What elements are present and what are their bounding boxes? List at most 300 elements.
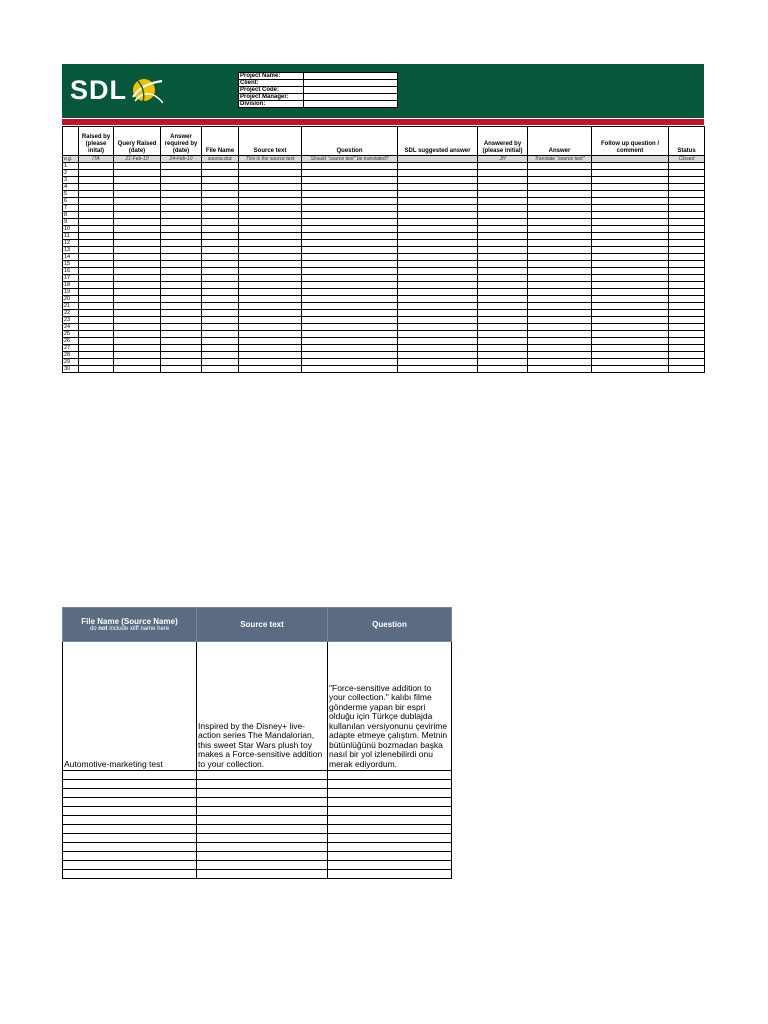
sheet-cell[interactable] [114, 366, 161, 373]
sheet-cell[interactable] [478, 247, 528, 254]
sheet-cell[interactable] [239, 240, 302, 247]
sheet-cell[interactable] [302, 247, 398, 254]
sheet-cell[interactable] [79, 198, 114, 205]
sheet-cell[interactable] [478, 177, 528, 184]
sheet-cell[interactable] [202, 366, 239, 373]
sheet-cell[interactable] [161, 352, 202, 359]
sheet-cell[interactable] [478, 275, 528, 282]
sheet-cell[interactable] [114, 240, 161, 247]
sheet-cell[interactable] [161, 163, 202, 170]
sheet-cell[interactable] [398, 317, 478, 324]
sheet-cell[interactable] [302, 184, 398, 191]
sheet-cell[interactable] [592, 191, 669, 198]
qa-blank-cell[interactable] [197, 789, 328, 798]
sheet-cell[interactable] [478, 296, 528, 303]
sheet-cell[interactable] [478, 198, 528, 205]
sheet-cell[interactable] [202, 338, 239, 345]
sheet-cell[interactable] [161, 184, 202, 191]
sheet-cell[interactable] [202, 191, 239, 198]
sheet-cell[interactable] [114, 261, 161, 268]
sheet-cell[interactable] [592, 359, 669, 366]
sheet-cell[interactable] [302, 345, 398, 352]
sheet-cell[interactable] [79, 247, 114, 254]
sheet-cell[interactable] [478, 359, 528, 366]
sheet-cell[interactable] [528, 275, 592, 282]
sheet-cell[interactable] [398, 212, 478, 219]
sheet-cell[interactable] [239, 352, 302, 359]
sheet-cell[interactable] [79, 338, 114, 345]
sheet-cell[interactable] [398, 275, 478, 282]
sheet-cell[interactable] [79, 296, 114, 303]
sheet-cell[interactable] [114, 296, 161, 303]
sheet-cell[interactable] [592, 198, 669, 205]
sheet-cell[interactable] [398, 359, 478, 366]
sheet-cell[interactable] [398, 184, 478, 191]
sheet-cell[interactable] [239, 184, 302, 191]
sheet-cell[interactable] [202, 359, 239, 366]
qa-blank-cell[interactable] [63, 816, 197, 825]
project-field-value[interactable] [304, 87, 398, 94]
sheet-cell[interactable] [161, 324, 202, 331]
sheet-cell[interactable] [302, 359, 398, 366]
sheet-cell[interactable] [79, 282, 114, 289]
sheet-cell[interactable] [239, 289, 302, 296]
sheet-cell[interactable] [114, 247, 161, 254]
sheet-cell[interactable] [302, 254, 398, 261]
sheet-cell[interactable] [202, 296, 239, 303]
sheet-cell[interactable] [114, 282, 161, 289]
qa-blank-cell[interactable] [197, 816, 328, 825]
sheet-cell[interactable] [114, 275, 161, 282]
sheet-cell[interactable] [478, 254, 528, 261]
sheet-cell[interactable] [478, 345, 528, 352]
sheet-cell[interactable] [528, 219, 592, 226]
sheet-cell[interactable] [398, 338, 478, 345]
sheet-cell[interactable] [592, 345, 669, 352]
sheet-cell[interactable] [302, 261, 398, 268]
sheet-cell[interactable] [398, 331, 478, 338]
sheet-cell[interactable] [398, 163, 478, 170]
sheet-cell[interactable] [592, 296, 669, 303]
sheet-cell[interactable] [161, 226, 202, 233]
sheet-cell[interactable] [79, 163, 114, 170]
sheet-cell[interactable] [669, 198, 705, 205]
sheet-cell[interactable] [239, 205, 302, 212]
sheet-cell[interactable] [528, 303, 592, 310]
sheet-cell[interactable] [398, 296, 478, 303]
sheet-cell[interactable] [528, 198, 592, 205]
sheet-cell[interactable] [478, 338, 528, 345]
sheet-cell[interactable] [161, 275, 202, 282]
sheet-cell[interactable] [528, 268, 592, 275]
sheet-cell[interactable] [669, 345, 705, 352]
sheet-cell[interactable] [202, 205, 239, 212]
qa-blank-cell[interactable] [197, 807, 328, 816]
qa-source-text-cell[interactable]: Inspired by the Disney+ live-action series The Mandalorian, this sweet Star Wars plush toy makes a Force-sensitive addition to your collection. [197, 642, 328, 771]
sheet-cell[interactable] [79, 345, 114, 352]
sheet-cell[interactable] [302, 268, 398, 275]
sheet-cell[interactable] [669, 352, 705, 359]
sheet-cell[interactable] [239, 324, 302, 331]
sheet-cell[interactable] [161, 359, 202, 366]
sheet-cell[interactable] [161, 282, 202, 289]
sheet-cell[interactable] [528, 352, 592, 359]
sheet-cell[interactable] [239, 226, 302, 233]
sheet-cell[interactable] [202, 226, 239, 233]
sheet-cell[interactable] [528, 184, 592, 191]
sheet-cell[interactable] [79, 191, 114, 198]
sheet-cell[interactable] [478, 191, 528, 198]
qa-blank-cell[interactable] [63, 834, 197, 843]
sheet-cell[interactable] [669, 177, 705, 184]
sheet-cell[interactable] [202, 331, 239, 338]
sheet-cell[interactable] [528, 205, 592, 212]
sheet-cell[interactable] [528, 240, 592, 247]
sheet-cell[interactable] [592, 184, 669, 191]
sheet-cell[interactable] [302, 240, 398, 247]
sheet-cell[interactable] [114, 331, 161, 338]
qa-blank-cell[interactable] [63, 807, 197, 816]
sheet-cell[interactable] [161, 317, 202, 324]
sheet-cell[interactable] [202, 324, 239, 331]
sheet-cell[interactable] [398, 233, 478, 240]
sheet-cell[interactable] [239, 338, 302, 345]
sheet-cell[interactable] [478, 219, 528, 226]
sheet-cell[interactable] [302, 233, 398, 240]
sheet-cell[interactable] [202, 254, 239, 261]
sheet-cell[interactable] [669, 240, 705, 247]
sheet-cell[interactable] [478, 268, 528, 275]
qa-blank-cell[interactable] [63, 771, 197, 780]
sheet-cell[interactable] [528, 170, 592, 177]
sheet-cell[interactable] [669, 303, 705, 310]
qa-blank-cell[interactable] [328, 834, 452, 843]
sheet-cell[interactable] [114, 191, 161, 198]
sheet-cell[interactable] [239, 345, 302, 352]
sheet-cell[interactable] [161, 268, 202, 275]
sheet-cell[interactable] [114, 170, 161, 177]
sheet-cell[interactable] [669, 205, 705, 212]
sheet-cell[interactable] [398, 261, 478, 268]
sheet-cell[interactable] [669, 247, 705, 254]
sheet-cell[interactable] [79, 317, 114, 324]
project-field-value[interactable] [304, 80, 398, 87]
sheet-cell[interactable] [202, 177, 239, 184]
sheet-cell[interactable] [161, 366, 202, 373]
sheet-cell[interactable] [161, 331, 202, 338]
sheet-cell[interactable] [592, 338, 669, 345]
sheet-cell[interactable] [239, 310, 302, 317]
sheet-cell[interactable] [114, 289, 161, 296]
sheet-cell[interactable] [161, 296, 202, 303]
sheet-cell[interactable] [669, 212, 705, 219]
sheet-cell[interactable] [478, 261, 528, 268]
sheet-cell[interactable] [592, 212, 669, 219]
sheet-cell[interactable] [398, 345, 478, 352]
sheet-cell[interactable] [478, 163, 528, 170]
sheet-cell[interactable] [161, 240, 202, 247]
sheet-cell[interactable] [202, 261, 239, 268]
sheet-cell[interactable] [239, 331, 302, 338]
sheet-cell[interactable] [302, 303, 398, 310]
sheet-cell[interactable] [79, 205, 114, 212]
sheet-cell[interactable] [114, 338, 161, 345]
sheet-cell[interactable] [239, 359, 302, 366]
sheet-cell[interactable] [398, 282, 478, 289]
sheet-cell[interactable] [398, 247, 478, 254]
qa-blank-cell[interactable] [197, 780, 328, 789]
sheet-cell[interactable] [239, 233, 302, 240]
qa-blank-cell[interactable] [197, 861, 328, 870]
sheet-cell[interactable] [669, 170, 705, 177]
sheet-cell[interactable] [79, 352, 114, 359]
sheet-cell[interactable] [592, 317, 669, 324]
sheet-cell[interactable] [114, 177, 161, 184]
sheet-cell[interactable] [592, 240, 669, 247]
sheet-cell[interactable] [161, 254, 202, 261]
sheet-cell[interactable] [239, 170, 302, 177]
sheet-cell[interactable] [592, 331, 669, 338]
qa-blank-cell[interactable] [197, 852, 328, 861]
sheet-cell[interactable] [79, 226, 114, 233]
sheet-cell[interactable] [478, 212, 528, 219]
sheet-cell[interactable] [302, 289, 398, 296]
sheet-cell[interactable] [669, 366, 705, 373]
sheet-cell[interactable] [114, 212, 161, 219]
sheet-cell[interactable] [114, 226, 161, 233]
sheet-cell[interactable] [528, 289, 592, 296]
sheet-cell[interactable] [528, 163, 592, 170]
sheet-cell[interactable] [239, 366, 302, 373]
sheet-cell[interactable] [669, 296, 705, 303]
sheet-cell[interactable] [114, 268, 161, 275]
sheet-cell[interactable] [202, 352, 239, 359]
sheet-cell[interactable] [592, 177, 669, 184]
sheet-cell[interactable] [669, 261, 705, 268]
sheet-cell[interactable] [478, 366, 528, 373]
sheet-cell[interactable] [161, 170, 202, 177]
sheet-cell[interactable] [478, 331, 528, 338]
sheet-cell[interactable] [669, 359, 705, 366]
sheet-cell[interactable] [239, 198, 302, 205]
sheet-cell[interactable] [398, 310, 478, 317]
sheet-cell[interactable] [79, 324, 114, 331]
sheet-cell[interactable] [302, 163, 398, 170]
sheet-cell[interactable] [239, 163, 302, 170]
sheet-cell[interactable] [302, 219, 398, 226]
sheet-cell[interactable] [478, 310, 528, 317]
sheet-cell[interactable] [592, 289, 669, 296]
sheet-cell[interactable] [398, 170, 478, 177]
sheet-cell[interactable] [669, 226, 705, 233]
sheet-cell[interactable] [592, 226, 669, 233]
sheet-cell[interactable] [669, 331, 705, 338]
sheet-cell[interactable] [239, 275, 302, 282]
sheet-cell[interactable] [669, 233, 705, 240]
sheet-cell[interactable] [239, 177, 302, 184]
sheet-cell[interactable] [528, 359, 592, 366]
sheet-cell[interactable] [79, 212, 114, 219]
sheet-cell[interactable] [669, 338, 705, 345]
sheet-cell[interactable] [79, 240, 114, 247]
qa-blank-cell[interactable] [328, 861, 452, 870]
sheet-cell[interactable] [239, 317, 302, 324]
sheet-cell[interactable] [302, 198, 398, 205]
sheet-cell[interactable] [528, 282, 592, 289]
sheet-cell[interactable] [592, 303, 669, 310]
sheet-cell[interactable] [478, 240, 528, 247]
sheet-cell[interactable] [239, 212, 302, 219]
sheet-cell[interactable] [478, 226, 528, 233]
sheet-cell[interactable] [302, 205, 398, 212]
sheet-cell[interactable] [239, 282, 302, 289]
sheet-cell[interactable] [669, 310, 705, 317]
sheet-cell[interactable] [592, 261, 669, 268]
sheet-cell[interactable] [202, 282, 239, 289]
sheet-cell[interactable] [302, 296, 398, 303]
sheet-cell[interactable] [79, 170, 114, 177]
sheet-cell[interactable] [202, 268, 239, 275]
sheet-cell[interactable] [528, 226, 592, 233]
sheet-cell[interactable] [398, 219, 478, 226]
sheet-cell[interactable] [202, 240, 239, 247]
sheet-cell[interactable] [114, 219, 161, 226]
sheet-cell[interactable] [114, 345, 161, 352]
sheet-cell[interactable] [592, 163, 669, 170]
sheet-cell[interactable] [528, 345, 592, 352]
sheet-cell[interactable] [478, 233, 528, 240]
sheet-cell[interactable] [592, 205, 669, 212]
qa-blank-cell[interactable] [63, 780, 197, 789]
sheet-cell[interactable] [398, 324, 478, 331]
sheet-cell[interactable] [669, 282, 705, 289]
qa-blank-cell[interactable] [63, 852, 197, 861]
sheet-cell[interactable] [528, 317, 592, 324]
qa-blank-cell[interactable] [197, 834, 328, 843]
sheet-cell[interactable] [79, 219, 114, 226]
sheet-cell[interactable] [478, 303, 528, 310]
qa-blank-cell[interactable] [197, 870, 328, 879]
sheet-cell[interactable] [79, 261, 114, 268]
sheet-cell[interactable] [398, 198, 478, 205]
sheet-cell[interactable] [478, 184, 528, 191]
qa-blank-cell[interactable] [328, 771, 452, 780]
sheet-cell[interactable] [478, 317, 528, 324]
qa-blank-cell[interactable] [197, 843, 328, 852]
sheet-cell[interactable] [79, 275, 114, 282]
sheet-cell[interactable] [239, 247, 302, 254]
project-field-value[interactable] [304, 73, 398, 80]
sheet-cell[interactable] [302, 338, 398, 345]
qa-blank-cell[interactable] [63, 861, 197, 870]
sheet-cell[interactable] [592, 219, 669, 226]
sheet-cell[interactable] [79, 331, 114, 338]
sheet-cell[interactable] [398, 303, 478, 310]
sheet-cell[interactable] [478, 282, 528, 289]
sheet-cell[interactable] [478, 289, 528, 296]
sheet-cell[interactable] [114, 317, 161, 324]
sheet-cell[interactable] [592, 268, 669, 275]
sheet-cell[interactable] [114, 352, 161, 359]
qa-blank-cell[interactable] [63, 789, 197, 798]
sheet-cell[interactable] [302, 366, 398, 373]
sheet-cell[interactable] [202, 317, 239, 324]
sheet-cell[interactable] [161, 310, 202, 317]
sheet-cell[interactable] [528, 296, 592, 303]
sheet-cell[interactable] [79, 289, 114, 296]
sheet-cell[interactable] [528, 310, 592, 317]
sheet-cell[interactable] [528, 331, 592, 338]
sheet-cell[interactable] [202, 247, 239, 254]
sheet-cell[interactable] [161, 338, 202, 345]
sheet-cell[interactable] [79, 184, 114, 191]
sheet-cell[interactable] [202, 170, 239, 177]
sheet-cell[interactable] [202, 184, 239, 191]
qa-blank-cell[interactable] [63, 843, 197, 852]
sheet-cell[interactable] [161, 247, 202, 254]
sheet-cell[interactable] [239, 268, 302, 275]
sheet-cell[interactable] [669, 163, 705, 170]
sheet-cell[interactable] [114, 163, 161, 170]
sheet-cell[interactable] [202, 212, 239, 219]
sheet-cell[interactable] [302, 324, 398, 331]
sheet-cell[interactable] [302, 275, 398, 282]
sheet-cell[interactable] [592, 366, 669, 373]
sheet-cell[interactable] [398, 177, 478, 184]
sheet-cell[interactable] [114, 310, 161, 317]
sheet-cell[interactable] [302, 352, 398, 359]
sheet-cell[interactable] [161, 177, 202, 184]
sheet-cell[interactable] [239, 254, 302, 261]
sheet-cell[interactable] [302, 331, 398, 338]
sheet-cell[interactable] [79, 366, 114, 373]
qa-blank-cell[interactable] [328, 816, 452, 825]
sheet-cell[interactable] [161, 219, 202, 226]
sheet-cell[interactable] [592, 324, 669, 331]
sheet-cell[interactable] [669, 219, 705, 226]
qa-blank-cell[interactable] [63, 825, 197, 834]
sheet-cell[interactable] [398, 366, 478, 373]
qa-blank-cell[interactable] [328, 852, 452, 861]
sheet-cell[interactable] [528, 247, 592, 254]
sheet-cell[interactable] [302, 177, 398, 184]
sheet-cell[interactable] [528, 212, 592, 219]
sheet-cell[interactable] [398, 191, 478, 198]
qa-blank-cell[interactable] [328, 807, 452, 816]
qa-blank-cell[interactable] [328, 780, 452, 789]
qa-blank-cell[interactable] [328, 825, 452, 834]
sheet-cell[interactable] [161, 233, 202, 240]
sheet-cell[interactable] [239, 191, 302, 198]
sheet-cell[interactable] [592, 352, 669, 359]
sheet-cell[interactable] [302, 191, 398, 198]
sheet-cell[interactable] [398, 268, 478, 275]
sheet-cell[interactable] [202, 163, 239, 170]
sheet-cell[interactable] [398, 254, 478, 261]
sheet-cell[interactable] [478, 352, 528, 359]
sheet-cell[interactable] [528, 324, 592, 331]
sheet-cell[interactable] [161, 191, 202, 198]
sheet-cell[interactable] [114, 359, 161, 366]
sheet-cell[interactable] [398, 240, 478, 247]
sheet-cell[interactable] [202, 289, 239, 296]
sheet-cell[interactable] [302, 310, 398, 317]
sheet-cell[interactable] [161, 303, 202, 310]
sheet-cell[interactable] [592, 282, 669, 289]
sheet-cell[interactable] [528, 233, 592, 240]
sheet-cell[interactable] [592, 310, 669, 317]
sheet-cell[interactable] [592, 247, 669, 254]
